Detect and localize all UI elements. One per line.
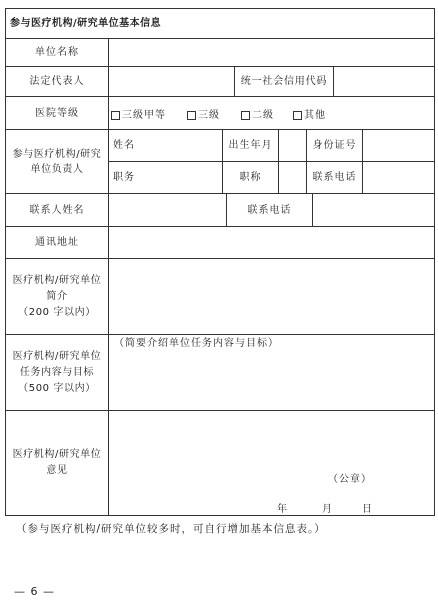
opinion-label-line: 医疗机构/研究单位 [12,449,102,460]
contact-name-label: 联系人姓名 [5,193,109,227]
option-label: 三级甲等 [122,110,166,121]
credit-code-field[interactable] [333,66,435,97]
intro-field[interactable] [108,258,435,335]
tasks-field[interactable] [108,334,435,411]
leader-label [5,129,109,194]
intro-label-line: 医疗机构/研究单位 [12,274,102,286]
checkbox-icon [241,111,250,120]
opinion-label-line: 意见 [46,465,68,476]
legal-rep-field[interactable] [108,66,235,97]
checkbox-icon [187,111,196,120]
birth-date-field[interactable] [278,129,307,162]
contact-name-field[interactable] [108,193,227,227]
leader-label-line: 参与医疗机构/研究 [12,148,102,160]
tasks-label-line: （500 字以内） [18,382,96,394]
birth-date-label: 出生年月 [222,129,279,162]
option-level-3a[interactable] [111,108,166,123]
tasks-label-line: 医疗机构/研究单位 [12,350,102,362]
job-title-label: 职称 [222,161,279,194]
legal-rep-label: 法定代表人 [5,66,109,97]
address-field[interactable] [108,226,435,259]
hospital-level-options [108,96,435,130]
leader-name-cell[interactable]: 姓名 [108,129,223,162]
id-number-label: 身份证号 [306,129,363,162]
date-month: 月 [322,504,333,515]
option-level-2[interactable] [241,108,274,123]
checkbox-icon [111,111,120,120]
opinion-field[interactable] [108,410,435,516]
form-title: 参与医疗机构/研究单位基本信息 [5,8,435,39]
option-label: 其他 [304,110,326,121]
checkbox-icon [293,111,302,120]
official-seal-text: （公章） [328,474,372,485]
option-label: 二级 [252,110,274,121]
unit-name-label: 单位名称 [5,38,109,67]
tasks-label [5,334,109,411]
opinion-label [5,410,109,516]
option-level-other[interactable] [293,108,326,123]
leader-position-cell[interactable]: 职务 [108,161,223,194]
intro-label-line: （200 字以内） [18,306,96,318]
intro-label-line: 简介 [46,290,68,302]
address-label: 通讯地址 [5,226,109,259]
option-label: 三级 [198,110,220,121]
leader-phone-label: 联系电话 [306,161,363,194]
credit-code-label: 统一社会信用代码 [234,66,334,97]
id-number-field[interactable] [362,129,435,162]
contact-phone-label: 联系电话 [226,193,313,227]
leader-label-line: 单位负责人 [30,163,84,175]
footnote: （参与医疗机构/研究单位较多时，可自行增加基本信息表。） [16,523,326,535]
date-year: 年 [277,504,288,515]
intro-label [5,258,109,335]
option-level-3[interactable] [187,108,220,123]
leader-phone-field[interactable] [362,161,435,194]
date-day: 日 [362,504,373,515]
page-number: — 6 — [14,585,55,598]
hospital-level-label: 医院等级 [5,96,109,130]
unit-name-field[interactable] [108,38,435,67]
job-title-field[interactable] [278,161,307,194]
tasks-label-line: 任务内容与目标 [19,366,95,378]
tasks-hint: （简要介绍单位任务内容与目标） [114,338,279,349]
contact-phone-field[interactable] [312,193,435,227]
